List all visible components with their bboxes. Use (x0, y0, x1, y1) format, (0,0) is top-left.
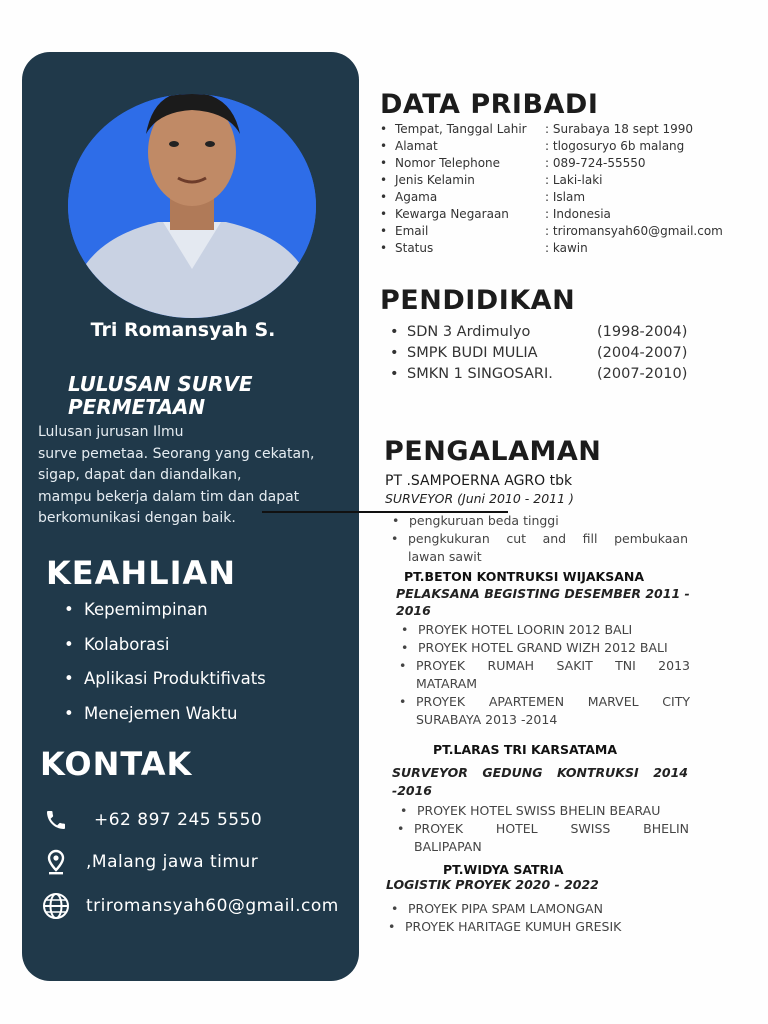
job-company: PT.BETON KONTRUKSI WIJAKSANA (404, 569, 645, 584)
row-value: : Islam (545, 190, 586, 204)
job-company: PT.WIDYA SATRIA (443, 862, 564, 877)
profile-headline (68, 373, 253, 419)
job-item-text: PROYEK HOTEL LOORIN 2012 BALI (418, 622, 633, 637)
school-name: SDN 3 Ardimulyo (407, 324, 531, 340)
job-item: • PROYEK HOTEL SWISS BHELIN BEARAU (400, 803, 661, 818)
skills-heading: KEAHLIAN (46, 554, 237, 592)
row-label: Nomor Telephone (395, 156, 501, 170)
job-role-continued: -2016 (392, 783, 432, 798)
job-role-continued: 2016 (396, 603, 431, 618)
job-role: LOGISTIK PROYEK 2020 - 2022 (386, 877, 599, 892)
profile-photo (68, 94, 316, 318)
job-item: • pengkukuran cut and fill pembukaan (391, 531, 688, 546)
job-item-text: pengkukuran cut and fill pembukaan (408, 531, 688, 546)
row-value: : kawin (545, 241, 588, 255)
job-role: SURVEYOR (Juni 2010 - 2011 ) (385, 491, 574, 506)
row-value: : Laki-laki (545, 173, 603, 187)
skill-item: • Menejemen Waktu (62, 702, 266, 737)
job-item-text: PROYEK HOTEL SWISS BHELIN BEARAU (417, 803, 661, 818)
about-line: mampu bekerja dalam tim dan dapat (38, 488, 300, 505)
school-years: (1998-2004) (597, 324, 688, 340)
school-name: SMPK BUDI MULIA (407, 345, 538, 361)
job-item-text: pengkuruan beda tinggi (409, 513, 559, 528)
globe-icon (42, 892, 70, 920)
job-item-continued: lawan sawit (408, 549, 482, 564)
job-item-continued: BALIPAPAN (414, 839, 482, 854)
job-item: • PROYEK HOTEL GRAND WIZH 2012 BALI (401, 640, 668, 655)
headline-line-2: PERMETAAN (68, 395, 206, 419)
job-item-text: PROYEK HOTEL GRAND WIZH 2012 BALI (418, 640, 668, 655)
row-label: Agama (395, 190, 438, 204)
location-pin-icon (42, 848, 70, 876)
about-line: surve pemetaa. Seorang yang cekatan, (38, 445, 315, 462)
skill-item: • Aplikasi Produktifivats (62, 667, 266, 702)
contact-heading: KONTAK (40, 745, 193, 783)
profile-name: Tri Romansyah S. (90, 319, 276, 341)
job-role: PELAKSANA BEGISTING DESEMBER 2011 - (396, 586, 690, 601)
job-item: • pengkuruan beda tinggi (392, 513, 559, 528)
job-item-text: PROYEK PIPA SPAM LAMONGAN (408, 901, 603, 916)
contact-location-text: ,Malang jawa timur (86, 852, 259, 872)
row-label: Tempat, Tanggal Lahir (395, 122, 527, 136)
skills-list (62, 598, 266, 736)
about-line: sigap, dapat dan diandalkan, (38, 467, 242, 483)
job-item-text: PROYEK APARTEMEN MARVEL CITY (416, 694, 690, 709)
job-item: • PROYEK HOTEL LOORIN 2012 BALI (401, 622, 633, 637)
experience-heading: PENGALAMAN (384, 436, 602, 467)
job-role: SURVEYOR GEDUNG KONTRUKSI 2014 (392, 765, 688, 780)
row-label: Status (395, 241, 434, 255)
contact-phone-text: +62 897 245 5550 (94, 810, 263, 830)
skill-item: • Kolaborasi (62, 633, 266, 668)
job-company: PT.LARAS TRI KARSATAMA (433, 742, 618, 757)
job-item: • PROYEK HARITAGE KUMUH GRESIK (388, 919, 622, 934)
school-years: (2007-2010) (597, 366, 688, 382)
job-item: • PROYEK APARTEMEN MARVEL CITY (399, 694, 690, 709)
contact-email-text: triromansyah60@gmail.com (86, 896, 339, 916)
contact-email (42, 891, 339, 921)
row-label: Alamat (395, 139, 438, 153)
job-item-text: PROYEK HOTEL SWISS BHELIN (414, 821, 689, 836)
about-line: berkomunikasi dengan baik. (38, 510, 236, 526)
job-item: • PROYEK RUMAH SAKIT TNI 2013 (399, 658, 690, 673)
education-heading: PENDIDIKAN (380, 285, 576, 316)
personal-data-heading: DATA PRIBADI (380, 89, 599, 120)
row-value: : tlogosuryo 6b malang (545, 139, 685, 153)
job-item-text: PROYEK RUMAH SAKIT TNI 2013 (416, 658, 690, 673)
row-label: Jenis Kelamin (395, 173, 475, 187)
row-value: : Indonesia (545, 207, 611, 221)
person-portrait-icon (68, 94, 316, 318)
job-item-continued: SURABAYA 2013 -2014 (416, 712, 558, 727)
school-name: SMKN 1 SINGOSARI. (407, 366, 553, 382)
headline-line-1: LULUSAN SURVE (68, 372, 253, 396)
contact-location (42, 847, 258, 877)
row-value: : 089-724-55550 (545, 156, 646, 170)
phone-icon (42, 806, 70, 834)
job-item: • PROYEK HOTEL SWISS BHELIN (397, 821, 689, 836)
skill-item: • Kepemimpinan (62, 598, 266, 633)
row-label: Kewarga Negaraan (395, 207, 509, 221)
about-summary (38, 422, 358, 530)
school-years: (2004-2007) (597, 345, 688, 361)
about-line: Lulusan jurusan Ilmu (38, 424, 184, 440)
job-item-continued: MATARAM (416, 676, 478, 691)
job-item-text: PROYEK HARITAGE KUMUH GRESIK (405, 919, 622, 934)
job-item: • PROYEK PIPA SPAM LAMONGAN (391, 901, 603, 916)
row-value: : Surabaya 18 sept 1990 (545, 122, 694, 136)
job-company: PT .SAMPOERNA AGRO tbk (385, 473, 573, 489)
row-label: Email (395, 224, 429, 238)
contact-phone (42, 805, 262, 835)
row-value: : triromansyah60@gmail.com (545, 224, 723, 238)
